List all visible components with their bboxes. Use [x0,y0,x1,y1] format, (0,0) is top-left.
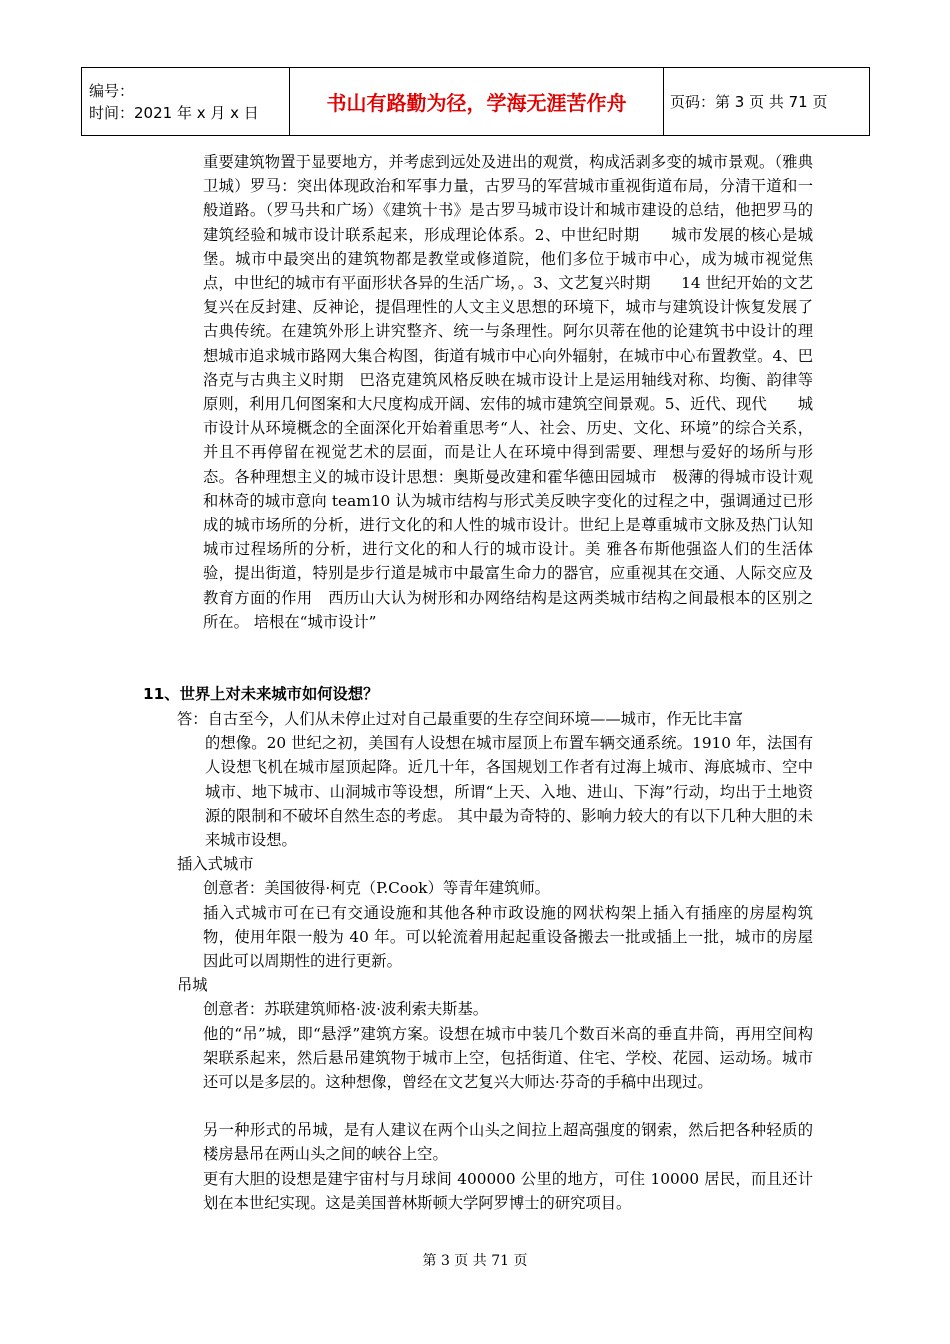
answer-rest: 的想像。20 世纪之初，美国有人设想在城市屋顶上布置车辆交通系统。1910 年，法国有人设想飞机在城市屋顶起降。近几十年，各国规划工作者有过海上城市、海底城市、空中城市、地下城市、山洞城市等设想，所谓“上天、入地、进山、下海”行动，均出于土地资源的限制和不破坏自然生态的考虑。 其中最为奇特的、影响力较大的有以下几种大胆的未来城市设想。 [205,734,813,850]
page-footer: 第 3 页 共 71 页 [422,1253,528,1269]
header-motto: 书山有路勤为径，学海无涯苦作舟 [290,68,664,136]
body-paragraph-history: 重要建筑物置于显要地方，并考虑到远处及进出的观赏，构成活剥多变的城市景观。（雅典卫城）罗马：突出体现政治和军事力量，古罗马的军营城市重视街道布局，分清干道和一般道路。（罗马共和广场）《建筑十书》是古罗马城市设计和城市建设的总结，他把罗马的建筑经验和城市设计联系起来，形成理论体系。2、中世纪时期 城市发展的核心是城堡。城市中最突出的建筑物都是教堂或修道院，他们多位于城市中心，成为城市视觉焦点，中世纪的城市有平面形状各异的生活广场，。3、文艺复兴时期 14 世纪开始的文艺复兴在反封建、反神论，提倡理性的人文主义思想的环境下，城市与建筑设计恢复发展了古典传统。在建筑外形上讲究整齐、统一与条理性。阿尔贝蒂在他的论建筑书中设计的理想城市追求城市路网大集合构图，街道有城市中心向外辐射，在城市中心布置教堂。4、巴洛克与古典主义时期 巴洛克建筑风格反映在城市设计上是运用轴线对称、均衡、韵律等原则，利用几何图案和大尺度构成开阔、宏伟的城市建筑空间景观。5、近代、现代 城市设计从环境概念的全面深化开始着重思考“人、社会、历史、文化、环境”的综合关系，并且不再停留在视觉艺术的层面，而是让人在环境中得到需要、理想与爱好的场所与形态。各种理想主义的城市设计思想：奥斯曼改建和霍华德田园城市 极薄的得城市设计观和林奇的城市意向 team10 认为城市结构与形式美反映字变化的过程之中，强调通过已形成的城市场所的分析，进行文化的和人性的城市设计。世纪上是尊重城市文脉及热门认知城市过程场所的分析，进行文化的和人行的城市设计。美 雅各布斯他强盗人们的生活体验，提出街道，特别是步行道是城市中最富生命力的器官，应重视其在交通、人际交应及教育方面的作用 西历山大认为树形和办网络结构是这两类城市结构之间最根本的区别之所在。 培根在“城市设计” [203,153,813,631]
section-plugin-city-title: 插入式城市 [177,855,254,873]
time-label: 时间：2021 年 x 月 x 日 [89,103,259,122]
header-meta-cell [82,68,290,136]
answer-paragraph [177,707,813,852]
hanging-city-description-1: 他的“吊”城，即“悬浮”建筑方案。设想在城市中装几个数百米高的垂直井筒，再用空间构架联系起来，然后悬吊建筑物于城市上空，包括街道、住宅、学校、花园、运动场。城市还可以是多层的。这种想像，曾经在文艺复兴大师达·芬奇的手稿中出现过。 [203,1025,813,1092]
hanging-city-description-3: 更有大胆的设想是建宇宙村与月球间 400000 公里的地方，可住 10000 居民，而且还计划在本世纪实现。这是美国普林斯顿大学阿罗博士的研究项目。 [203,1170,813,1213]
number-label: 编号： [89,81,135,100]
hanging-city-description-2: 另一种形式的吊城，是有人建议在两个山头之间拉上超高强度的钢索，然后把各种轻质的楼房悬吊在两山头之间的峡谷上空。 [203,1121,813,1164]
answer-first-line: 答：自古至今，人们从未停止过对自己最重要的生存空间环境——城市，作无比丰富 [177,710,743,728]
header-table [81,67,870,136]
plugin-city-creator: 创意者：美国彼得·柯克（P.Cook）等青年建筑师。 [203,879,550,897]
header-page-info: 页码：第 3 页 共 71 页 [664,68,870,136]
question-11-heading: 11、世界上对未来城市如何设想？ [143,685,379,703]
plugin-city-description: 插入式城市可在已有交通设施和其他各种市政设施的网状构架上插入有插座的房屋构筑物，使用年限一般为 40 年。可以轮流着用起起重设备搬去一批或插上一批，城市的房屋因此可以周期性的进行更新。 [203,904,813,971]
section-hanging-city-title: 吊城 [177,976,208,994]
hanging-city-creator: 创意者：苏联建筑师格·波·波利索夫斯基。 [203,1000,489,1018]
